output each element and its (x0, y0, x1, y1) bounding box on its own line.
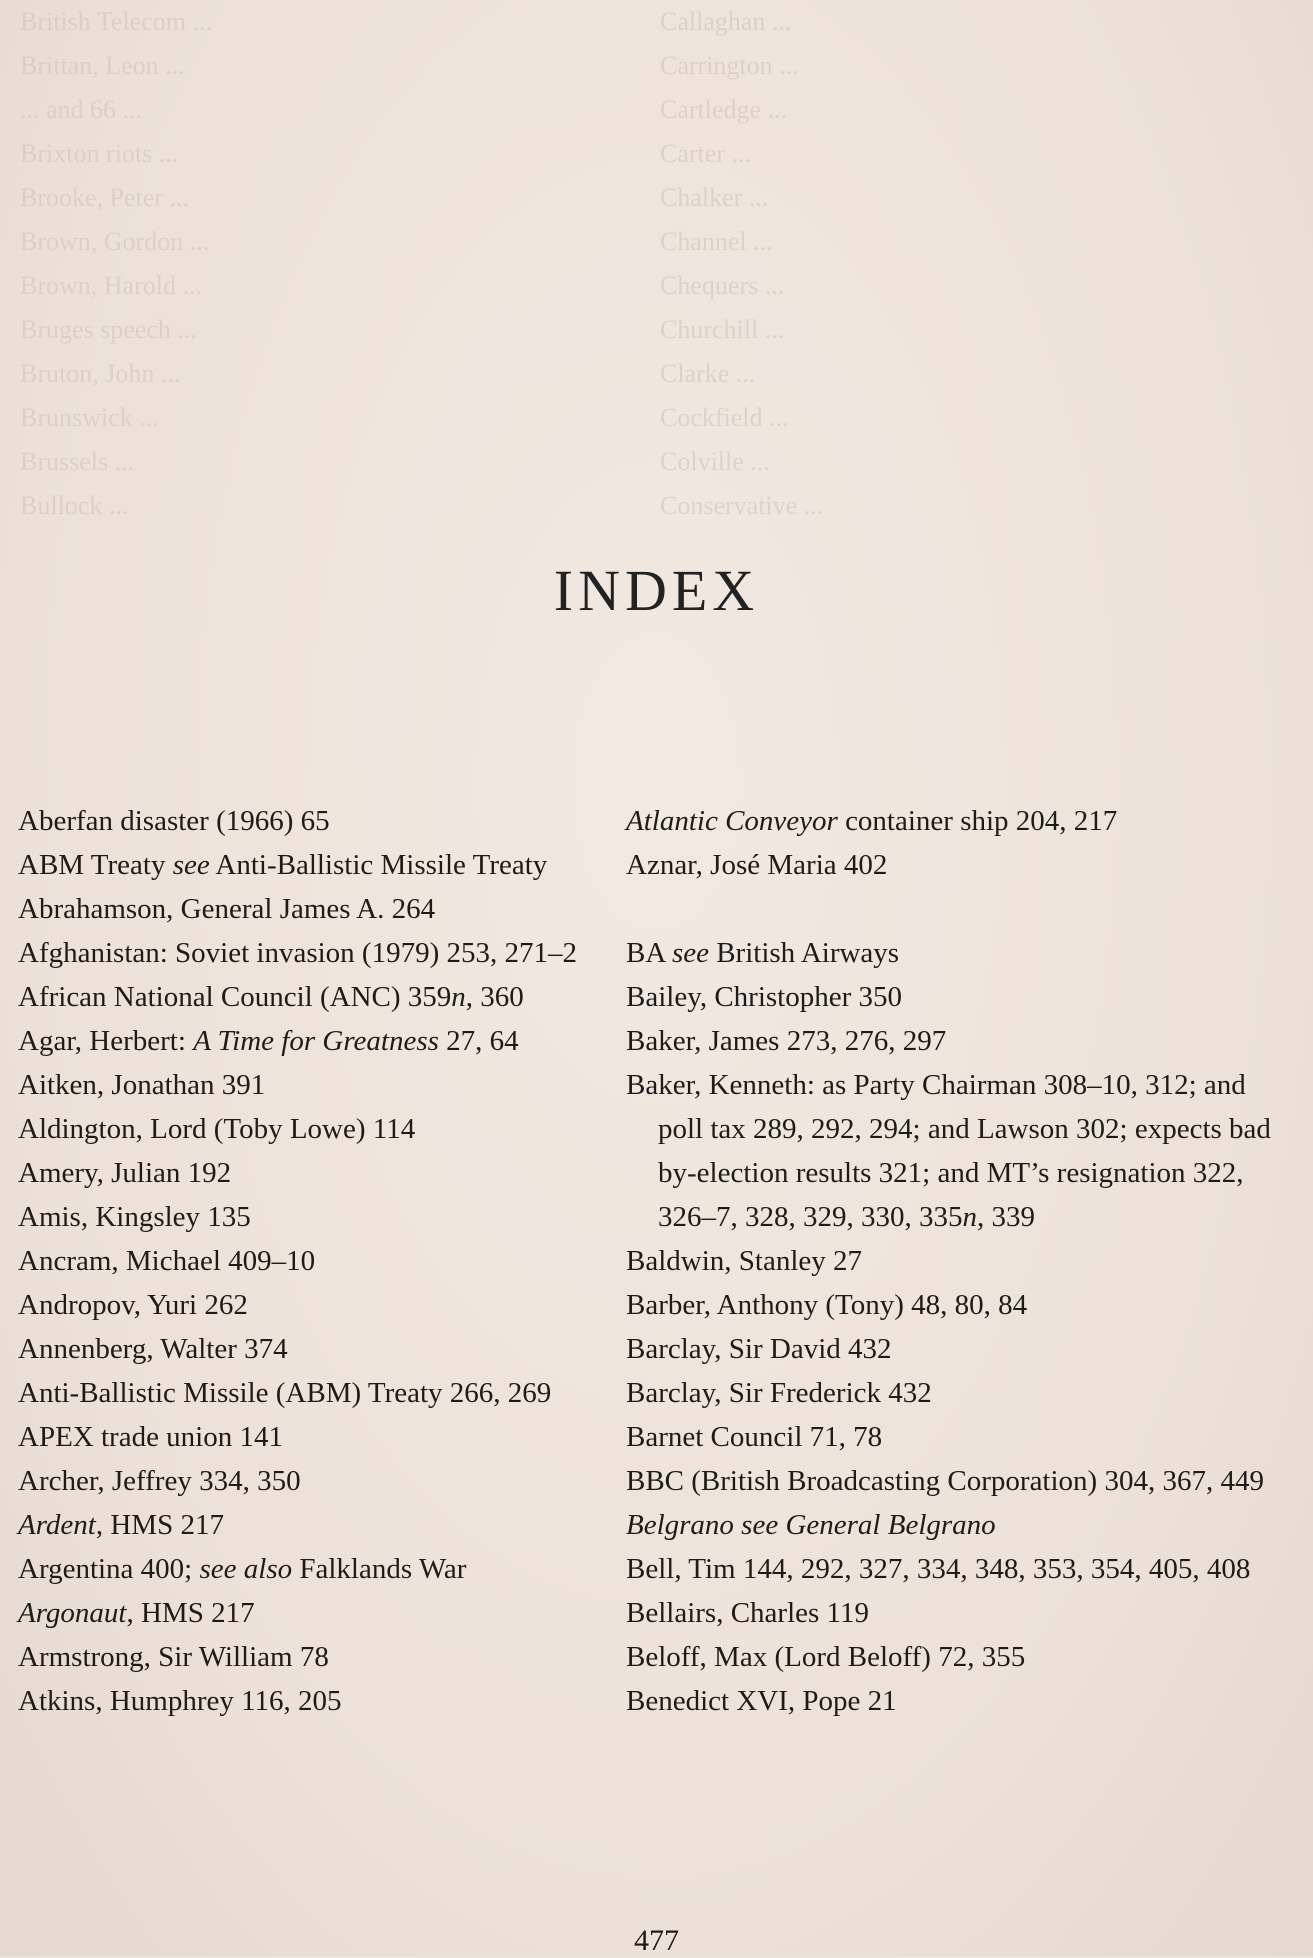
index-entry: Bell, Tim 144, 292, 327, 334, 348, 353, 354, 405, 408 (626, 1553, 1251, 1585)
index-entry: Ardent, HMS 217 (18, 1509, 224, 1541)
index-entry: Aberfan disaster (1966) 65 (18, 805, 330, 837)
index-entry: Atkins, Humphrey 116, 205 (18, 1685, 342, 1717)
index-entry: Argentina 400; see also Falklands War (18, 1553, 467, 1585)
index-entry: Aldington, Lord (Toby Lowe) 114 (18, 1113, 416, 1145)
index-entry: Aznar, José Maria 402 (626, 849, 888, 881)
index-entry: Barclay, Sir David 432 (626, 1333, 892, 1365)
index-column-right (626, 799, 1296, 1723)
index-column-left (18, 799, 618, 1723)
index-entry: Armstrong, Sir William 78 (18, 1641, 329, 1673)
page-number: 477 (634, 1924, 679, 1957)
index-entry: BA see British Airways (626, 937, 900, 969)
index-entry: Agar, Herbert: A Time for Greatness 27, 64 (18, 1025, 519, 1057)
index-entry: Baldwin, Stanley 27 (626, 1245, 863, 1277)
index-entry: Beloff, Max (Lord Beloff) 72, 355 (626, 1641, 1026, 1673)
index-entry: Archer, Jeffrey 334, 350 (18, 1465, 301, 1497)
index-entry: ABM Treaty see Anti-Ballistic Missile Treaty (18, 849, 548, 881)
index-entry: Atlantic Conveyor container ship 204, 217 (626, 805, 1118, 837)
index-entry: Amery, Julian 192 (18, 1157, 232, 1189)
page-title: INDEX (553, 557, 760, 623)
index-entry: Baker, Kenneth: as Party Chairman 308–10, 312; and poll tax 289, 292, 294; and Lawson 302; expects bad by-election results 321; and MT’s resignation 322, 326–7, 328, 329, 330, 335n, 339 (626, 1069, 1271, 1233)
index-entry: Barclay, Sir Frederick 432 (626, 1377, 932, 1409)
index-entry: Belgrano see General Belgrano (626, 1509, 996, 1541)
index-entry: Bailey, Christopher 350 (626, 981, 902, 1013)
index-entry: Andropov, Yuri 262 (18, 1289, 248, 1321)
index-entry: Barnet Council 71, 78 (626, 1421, 883, 1453)
index-entry: Benedict XVI, Pope 21 (626, 1685, 897, 1717)
index-entry: Bellairs, Charles 119 (626, 1597, 869, 1629)
index-entry: Ancram, Michael 409–10 (18, 1245, 316, 1277)
letter-group-spacer (626, 887, 1296, 931)
index-entry: Afghanistan: Soviet invasion (1979) 253, 271–2 (18, 937, 578, 969)
show-through-text-left: British Telecom ... Brittan, Leon ... ... and 66 ... Brixton riots ... Brooke, Peter ... Brown, Gordon ... Brown, Harold ... Bruges speech ... Bruton, John ... Brunswick ... Brussels ... Bullock ... (20, 7, 212, 520)
index-entry: APEX trade union 141 (18, 1421, 283, 1453)
show-through-text-right: Callaghan ... Carrington ... Cartledge ... Carter ... Chalker ... Channel ... Chequers ... Churchill ... Clarke ... Cockfield ... Colville ... Conservative ... (660, 7, 824, 520)
index-entry: Argonaut, HMS 217 (18, 1597, 255, 1629)
index-entry: BBC (British Broadcasting Corporation) 304, 367, 449 (626, 1465, 1264, 1497)
index-entry: Barber, Anthony (Tony) 48, 80, 84 (626, 1289, 1028, 1321)
index-entry: Anti-Ballistic Missile (ABM) Treaty 266, 269 (18, 1377, 552, 1409)
index-entry: Annenberg, Walter 374 (18, 1333, 288, 1365)
index-entry: Baker, James 273, 276, 297 (626, 1025, 947, 1057)
index-entry: Aitken, Jonathan 391 (18, 1069, 266, 1101)
index-entry: Amis, Kingsley 135 (18, 1201, 251, 1233)
index-entry: African National Council (ANC) 359n, 360 (18, 981, 524, 1013)
index-entry: Abrahamson, General James A. 264 (18, 893, 436, 925)
